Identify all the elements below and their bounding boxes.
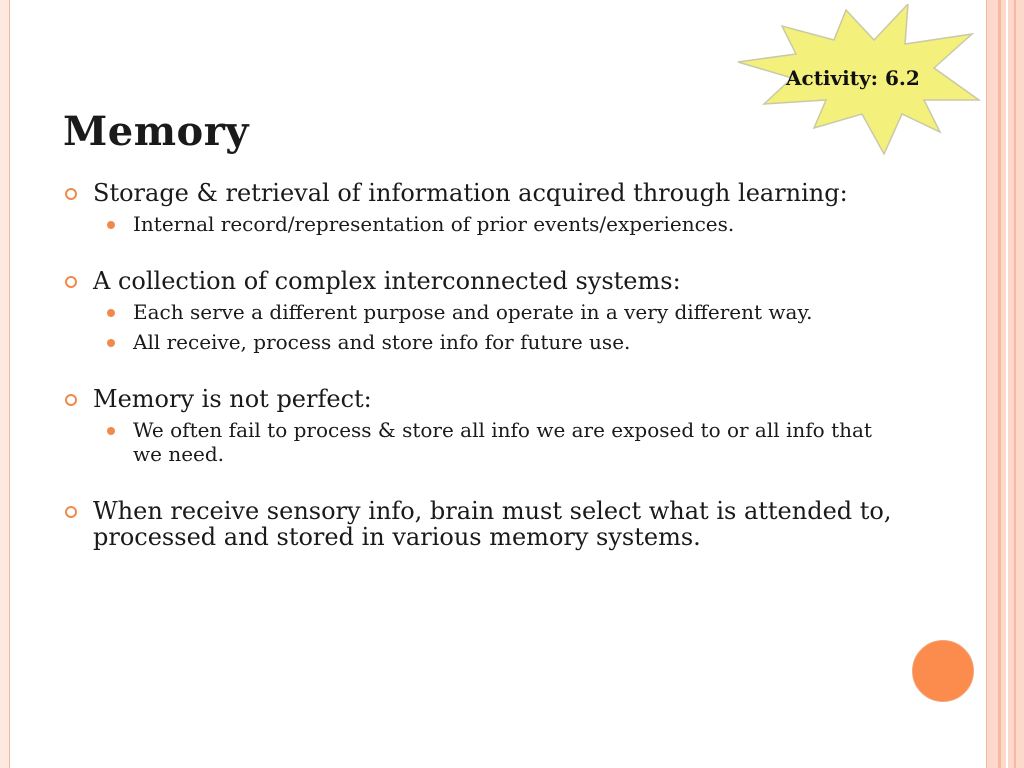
right-stripe-decoration: [980, 0, 1024, 768]
sub-bullet-list: [93, 212, 893, 236]
sub-bullet-item: [93, 300, 893, 324]
dot-bullet-icon: [107, 221, 115, 229]
left-border-decoration: [0, 0, 10, 768]
sub-bullet-item: [93, 212, 893, 236]
slide-title: Memory: [63, 108, 250, 155]
bullet-item: [63, 180, 893, 236]
sub-bullet-text: All receive, process and store info for future use.: [133, 330, 631, 354]
dot-bullet-icon: [107, 427, 115, 435]
decorative-circle: [912, 640, 974, 702]
dot-bullet-icon: [107, 309, 115, 317]
ring-bullet-icon: [65, 394, 77, 406]
sub-bullet-list: [93, 418, 893, 466]
activity-label: Activity: 6.2: [786, 66, 920, 90]
sub-bullet-text: We often fail to process & store all info we are exposed to or all info that we need.: [133, 418, 872, 466]
bullet-item: [63, 268, 893, 354]
sub-bullet-item: [93, 330, 893, 354]
bullet-text: Storage & retrieval of information acquired through learning:: [93, 179, 848, 207]
bullet-text: A collection of complex interconnected systems:: [93, 267, 681, 295]
sub-bullet-text: Each serve a different purpose and operate in a very different way.: [133, 300, 813, 324]
bullet-text: Memory is not perfect:: [93, 385, 372, 413]
bullet-item: [63, 386, 893, 466]
ring-bullet-icon: [65, 276, 77, 288]
sub-bullet-text: Internal record/representation of prior events/experiences.: [133, 212, 735, 236]
ring-bullet-icon: [65, 506, 77, 518]
bullet-list: [63, 180, 893, 550]
sub-bullet-list: [93, 300, 893, 354]
sub-bullet-item: [93, 418, 893, 466]
dot-bullet-icon: [107, 339, 115, 347]
bullet-text: When receive sensory info, brain must select what is attended to, processed and stored in various memory systems.: [93, 497, 892, 551]
bullet-item: [63, 498, 893, 550]
ring-bullet-icon: [65, 188, 77, 200]
bullet-content: [63, 180, 893, 582]
